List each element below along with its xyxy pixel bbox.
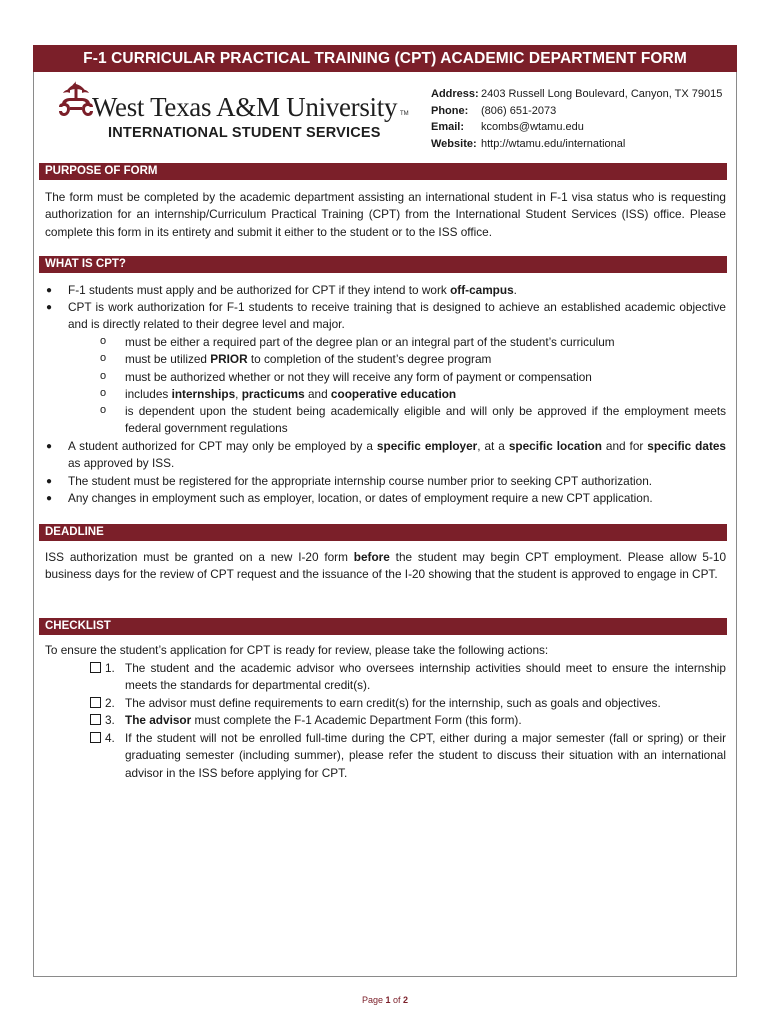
sub-bullet-item: o must be authorized whether or not they will receive any form of payment or compensation (100, 370, 592, 384)
trademark-mark: TM (400, 111, 409, 117)
bullet-item: ● CPT is work authorization for F-1 students to receive training that is designed to achieve an established academic objective and is directly related to their degree level and major. (46, 300, 726, 332)
circle-bullet-icon: o (100, 352, 107, 364)
university-name: West Texas A&M University (92, 92, 398, 122)
checkbox[interactable] (90, 714, 101, 725)
checkbox[interactable] (90, 732, 101, 743)
address-label: Address: (431, 88, 479, 100)
bullet-icon: ● (46, 476, 53, 487)
sub-bullet-item: o is dependent upon the student being academically eligible and will only be approved if the employment meets federal government regulations (100, 404, 726, 436)
purpose-text: The form must be completed by the academic department assisting an international student in F-1 visa status who is requesting authorization for an internship/Curriculum Practical Training (CPT) from the International Student Services (ISS) office. Please complete this form in its entirety and submit it either to the student or to the ISS office. (45, 190, 726, 239)
page-footer: Page 1 of 2 (361, 995, 409, 1005)
bullet-icon: ● (46, 302, 53, 313)
website-label: Website: (431, 137, 477, 150)
phone-value: (806) 651-2073 (481, 104, 557, 117)
bullet-item: ● The student must be registered for the appropriate internship course number prior to seeking CPT authorization. (68, 473, 726, 490)
university-logo (56, 80, 416, 144)
bullet-icon: ● (46, 441, 53, 452)
form-title: F-1 CURRICULAR PRACTICAL TRAINING (CPT) ACADEMIC DEPARTMENT FORM (33, 45, 737, 72)
deadline-text: ISS authorization must be granted on a new I-20 form before the student may begin CPT employment. Please allow 5-10 business days for the review of CPT request and the issuance of the I-20 showing that the student is approved to engage in CPT. (45, 550, 727, 582)
bullet-item: ● F-1 students must apply and be authorized for CPT if they intend to work off-campus. (68, 282, 726, 299)
sub-bullet-item: o includes internships, practicums and cooperative education (100, 387, 457, 401)
sub-bullet-item: o must be either a required part of the degree plan or an integral part of the student’s curriculum (100, 335, 615, 349)
checklist-item: 3. The advisor must complete the F-1 Academic Department Form (this form). (125, 712, 726, 729)
email-label: Email: (431, 121, 465, 133)
website-link[interactable]: http://wtamu.edu/international (481, 137, 626, 150)
what-is-cpt-heading: WHAT IS CPT? (39, 256, 727, 273)
checklist-intro: To ensure the student’s application for CPT is ready for review, please take the following actions: (45, 643, 549, 657)
checklist-item: 4. If the student will not be enrolled full-time during the CPT, either during a major semester (fall or spring) or their graduating semester (including summer), please refer the student to discuss their situation with an international advisor in the ISS before applying for CPT. (125, 730, 726, 782)
checkbox[interactable] (90, 697, 101, 708)
circle-bullet-icon: o (100, 387, 107, 399)
contact-info (431, 86, 722, 152)
checklist-item: 1. The student and the academic advisor who oversees internship activities should meet to ensure the internship meets the standards for departmental credit(s). (125, 660, 726, 695)
phone-label: Phone: (431, 104, 469, 117)
checklist-item: 2. The advisor must define requirements to earn credit(s) for the internship, such as goals and objectives. (125, 695, 726, 712)
sub-bullet-item: o must be utilized PRIOR to completion of the student’s degree program (100, 352, 492, 366)
checklist-heading: CHECKLIST (39, 618, 727, 635)
bullet-icon: ● (46, 285, 53, 296)
department-name: INTERNATIONAL STUDENT SERVICES (108, 125, 381, 141)
bullet-icon: ● (46, 493, 53, 504)
university-emblem-icon (56, 80, 96, 144)
email-link[interactable]: kcombs@wtamu.edu (481, 121, 584, 133)
deadline-heading: DEADLINE (39, 524, 727, 541)
circle-bullet-icon: o (100, 335, 107, 347)
circle-bullet-icon: o (100, 404, 107, 416)
bullet-item: ● A student authorized for CPT may only be employed by a specific employer, at a specific location and for specific dates as approved by ISS. (46, 439, 726, 471)
address-value: 2403 Russell Long Boulevard, Canyon, TX 79015 (481, 88, 723, 100)
circle-bullet-icon: o (100, 370, 107, 382)
bullet-item: ● Any changes in employment such as employer, location, or dates of employment require a new CPT application. (68, 490, 726, 507)
checkbox[interactable] (90, 662, 101, 673)
purpose-heading: PURPOSE OF FORM (39, 163, 727, 180)
form-frame (33, 45, 737, 977)
